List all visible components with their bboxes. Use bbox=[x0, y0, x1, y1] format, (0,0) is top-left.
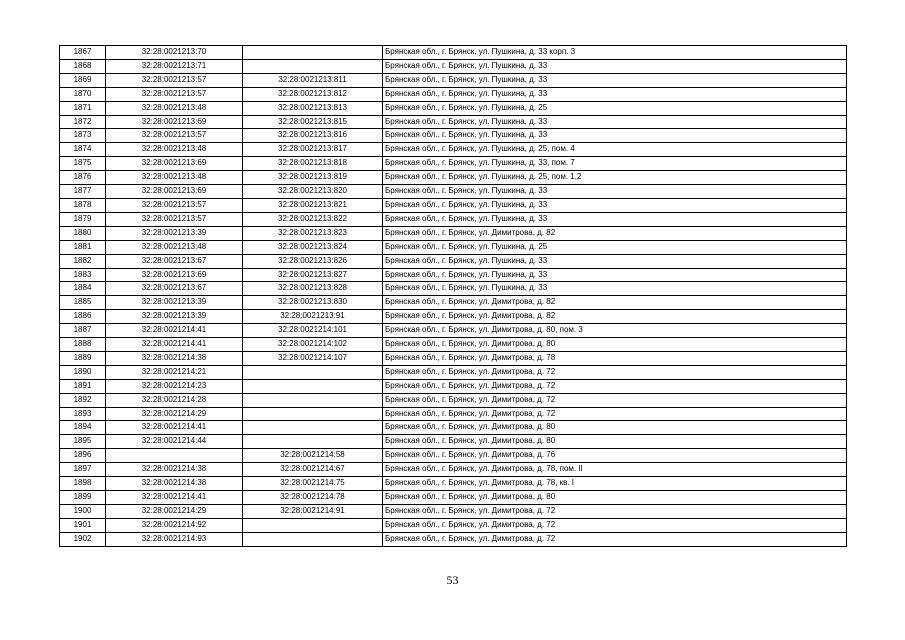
cadastral-number-object-cell: 32:28:0021213:822 bbox=[243, 212, 383, 226]
address-cell: Брянская обл., г. Брянск, ул. Пушкина, д. 33 bbox=[383, 268, 847, 282]
cadastral-number-object-cell: 32:28:0021214:58 bbox=[243, 449, 383, 463]
cadastral-number-land-cell bbox=[106, 449, 243, 463]
row-number-cell: 1871 bbox=[60, 101, 106, 115]
cadastral-number-land-cell: 32:28:0021213:57 bbox=[106, 87, 243, 101]
table-row bbox=[60, 324, 847, 338]
address-cell: Брянская обл., г. Брянск, ул. Димитрова, д. 72 bbox=[383, 504, 847, 518]
row-number-cell: 1878 bbox=[60, 198, 106, 212]
row-number-cell: 1891 bbox=[60, 379, 106, 393]
cadastral-number-object-cell bbox=[243, 435, 383, 449]
row-number-cell: 1892 bbox=[60, 393, 106, 407]
row-number-cell: 1869 bbox=[60, 73, 106, 87]
cadastral-number-land-cell: 32:28:0021213:39 bbox=[106, 310, 243, 324]
cadastral-number-land-cell: 32:28:0021213:57 bbox=[106, 198, 243, 212]
address-cell: Брянская обл., г. Брянск, ул. Димитрова, д. 82 bbox=[383, 296, 847, 310]
page-number: 53 bbox=[446, 573, 459, 587]
row-number-cell: 1875 bbox=[60, 157, 106, 171]
address-cell: Брянская обл., г. Брянск, ул. Димитрова, д. 80 bbox=[383, 421, 847, 435]
address-cell: Брянская обл., г. Брянск, ул. Димитрова, д. 72 bbox=[383, 532, 847, 546]
cadastral-number-land-cell: 32:28:0021213:39 bbox=[106, 296, 243, 310]
row-number-cell: 1889 bbox=[60, 351, 106, 365]
row-number-cell: 1896 bbox=[60, 449, 106, 463]
address-cell: Брянская обл., г. Брянск, ул. Пушкина, д. 33 bbox=[383, 87, 847, 101]
address-cell: Брянская обл., г. Брянск, ул. Пушкина, д. 33, пом. 7 bbox=[383, 157, 847, 171]
row-number-cell: 1884 bbox=[60, 282, 106, 296]
address-cell: Брянская обл., г. Брянск, ул. Пушкина, д. 33 корп. 3 bbox=[383, 46, 847, 60]
address-cell: Брянская обл., г. Брянск, ул. Пушкина, д. 33 bbox=[383, 212, 847, 226]
table-row bbox=[60, 518, 847, 532]
row-number-cell: 1867 bbox=[60, 46, 106, 60]
address-cell: Брянская обл., г. Брянск, ул. Пушкина, д. 33 bbox=[383, 59, 847, 73]
cadastral-number-land-cell: 32:28:0021213:48 bbox=[106, 171, 243, 185]
cadastral-number-object-cell: 32:28:0021214:67 bbox=[243, 463, 383, 477]
cadastral-number-land-cell: 32:28:0021213:67 bbox=[106, 282, 243, 296]
address-cell: Брянская обл., г. Брянск, ул. Димитрова, д. 72 bbox=[383, 393, 847, 407]
table-row bbox=[60, 115, 847, 129]
cadastral-number-object-cell bbox=[243, 532, 383, 546]
address-cell: Брянская обл., г. Брянск, ул. Пушкина, д. 33 bbox=[383, 129, 847, 143]
table-row bbox=[60, 46, 847, 60]
row-number-cell: 1881 bbox=[60, 240, 106, 254]
cadastral-number-object-cell: 32:28:0021213:811 bbox=[243, 73, 383, 87]
row-number-cell: 1902 bbox=[60, 532, 106, 546]
cadastral-number-object-cell bbox=[243, 379, 383, 393]
row-number-cell: 1873 bbox=[60, 129, 106, 143]
row-number-cell: 1876 bbox=[60, 171, 106, 185]
address-cell: Брянская обл., г. Брянск, ул. Димитрова, д. 78 bbox=[383, 351, 847, 365]
address-cell: Брянская обл., г. Брянск, ул. Димитрова, д. 72 bbox=[383, 407, 847, 421]
row-number-cell: 1874 bbox=[60, 143, 106, 157]
cadastral-number-land-cell: 32:28:0021213:70 bbox=[106, 46, 243, 60]
row-number-cell: 1888 bbox=[60, 338, 106, 352]
cadastral-number-object-cell: 32:28:0021213:828 bbox=[243, 282, 383, 296]
cadastral-number-object-cell: 32:28:0021213:817 bbox=[243, 143, 383, 157]
cadastral-number-land-cell: 32:28:0021214:41 bbox=[106, 421, 243, 435]
cadastral-number-land-cell: 32:28:0021214:44 bbox=[106, 435, 243, 449]
row-number-cell: 1883 bbox=[60, 268, 106, 282]
address-cell: Брянская обл., г. Брянск, ул. Пушкина, д. 33 bbox=[383, 185, 847, 199]
address-cell: Брянская обл., г. Брянск, ул. Димитрова, д. 80 bbox=[383, 435, 847, 449]
row-number-cell: 1872 bbox=[60, 115, 106, 129]
cadastral-number-land-cell: 32:28:0021214:28 bbox=[106, 393, 243, 407]
row-number-cell: 1868 bbox=[60, 59, 106, 73]
table-row bbox=[60, 407, 847, 421]
cadastral-number-object-cell: 32:28:0021214:101 bbox=[243, 324, 383, 338]
address-cell: Брянская обл., г. Брянск, ул. Димитрова, д. 80 bbox=[383, 491, 847, 505]
cadastral-number-land-cell: 32:28:0021213:71 bbox=[106, 59, 243, 73]
address-cell: Брянская обл., г. Брянск, ул. Димитрова, д. 82 bbox=[383, 310, 847, 324]
table-row bbox=[60, 532, 847, 546]
cadastral-number-land-cell: 32:28:0021213:69 bbox=[106, 268, 243, 282]
cadastral-number-object-cell: 32:28:0021213:823 bbox=[243, 226, 383, 240]
address-cell: Брянская обл., г. Брянск, ул. Димитрова, д. 78, кв. I bbox=[383, 477, 847, 491]
table-row bbox=[60, 421, 847, 435]
cadastral-number-land-cell: 32:28:0021213:57 bbox=[106, 73, 243, 87]
cadastral-number-land-cell: 32:28:0021213:69 bbox=[106, 185, 243, 199]
table-row bbox=[60, 254, 847, 268]
address-cell: Брянская обл., г. Брянск, ул. Димитрова, д. 78, пом. II bbox=[383, 463, 847, 477]
cadastral-number-object-cell bbox=[243, 421, 383, 435]
table-row bbox=[60, 87, 847, 101]
cadastral-number-land-cell: 32:28:0021214:38 bbox=[106, 351, 243, 365]
row-number-cell: 1887 bbox=[60, 324, 106, 338]
cadastral-number-land-cell: 32:28:0021213:57 bbox=[106, 129, 243, 143]
cadastral-number-land-cell: 32:28:0021214:41 bbox=[106, 491, 243, 505]
address-cell: Брянская обл., г. Брянск, ул. Пушкина, д. 33 bbox=[383, 198, 847, 212]
table-row bbox=[60, 171, 847, 185]
table-row bbox=[60, 379, 847, 393]
table-row bbox=[60, 240, 847, 254]
cadastral-number-land-cell: 32:28:0021214:21 bbox=[106, 365, 243, 379]
cadastral-number-object-cell bbox=[243, 393, 383, 407]
table-row bbox=[60, 59, 847, 73]
cadastral-number-object-cell bbox=[243, 46, 383, 60]
row-number-cell: 1879 bbox=[60, 212, 106, 226]
cadastral-number-land-cell: 32:28:0021214:38 bbox=[106, 477, 243, 491]
cadastral-number-land-cell: 32:28:0021214:93 bbox=[106, 532, 243, 546]
cadastral-number-object-cell bbox=[243, 407, 383, 421]
row-number-cell: 1894 bbox=[60, 421, 106, 435]
table-row bbox=[60, 282, 847, 296]
cadastral-number-land-cell: 32:28:0021213:48 bbox=[106, 101, 243, 115]
address-cell: Брянская обл., г. Брянск, ул. Пушкина, д. 33 bbox=[383, 115, 847, 129]
table-row bbox=[60, 310, 847, 324]
cadastral-number-land-cell: 32:28:0021213:48 bbox=[106, 143, 243, 157]
address-cell: Брянская обл., г. Брянск, ул. Димитрова, д. 72 bbox=[383, 365, 847, 379]
address-cell: Брянская обл., г. Брянск, ул. Димитрова, д. 72 bbox=[383, 379, 847, 393]
row-number-cell: 1882 bbox=[60, 254, 106, 268]
address-cell: Брянская обл., г. Брянск, ул. Димитрова, д. 80 bbox=[383, 338, 847, 352]
cadastral-number-land-cell: 32:28:0021213:57 bbox=[106, 212, 243, 226]
cadastral-number-object-cell: 32:28:0021214:75 bbox=[243, 477, 383, 491]
cadastral-number-object-cell: 32:28:0021214:91 bbox=[243, 504, 383, 518]
address-cell: Брянская обл., г. Брянск, ул. Пушкина, д. 25 bbox=[383, 240, 847, 254]
cadastral-number-land-cell: 32:28:0021213:67 bbox=[106, 254, 243, 268]
cadastral-number-object-cell: 32:28:0021213:91 bbox=[243, 310, 383, 324]
cadastral-number-land-cell: 32:28:0021214:29 bbox=[106, 504, 243, 518]
address-cell: Брянская обл., г. Брянск, ул. Пушкина, д. 33 bbox=[383, 254, 847, 268]
cadastral-number-object-cell: 32:28:0021213:830 bbox=[243, 296, 383, 310]
table-row bbox=[60, 504, 847, 518]
table-row bbox=[60, 338, 847, 352]
row-number-cell: 1870 bbox=[60, 87, 106, 101]
cadastral-number-object-cell: 32:28:0021213:815 bbox=[243, 115, 383, 129]
table-row bbox=[60, 268, 847, 282]
row-number-cell: 1885 bbox=[60, 296, 106, 310]
cadastral-number-land-cell: 32:28:0021213:39 bbox=[106, 226, 243, 240]
cadastral-number-object-cell: 32:28:0021213:820 bbox=[243, 185, 383, 199]
address-cell: Брянская обл., г. Брянск, ул. Димитрова, д. 80, пом. 3 bbox=[383, 324, 847, 338]
cadastral-number-land-cell: 32:28:0021214:23 bbox=[106, 379, 243, 393]
row-number-cell: 1893 bbox=[60, 407, 106, 421]
cadastral-number-land-cell: 32:28:0021214:41 bbox=[106, 324, 243, 338]
address-cell: Брянская обл., г. Брянск, ул. Димитрова, д. 82 bbox=[383, 226, 847, 240]
table-row bbox=[60, 449, 847, 463]
cadastral-number-object-cell: 32:28:0021214:102 bbox=[243, 338, 383, 352]
cadastral-number-object-cell: 32:28:0021213:826 bbox=[243, 254, 383, 268]
table-row bbox=[60, 143, 847, 157]
row-number-cell: 1886 bbox=[60, 310, 106, 324]
row-number-cell: 1900 bbox=[60, 504, 106, 518]
address-cell: Брянская обл., г. Брянск, ул. Пушкина, д. 25, пом. 1,2 bbox=[383, 171, 847, 185]
table-row bbox=[60, 296, 847, 310]
table-row bbox=[60, 491, 847, 505]
address-cell: Брянская обл., г. Брянск, ул. Пушкина, д. 25, пом. 4 bbox=[383, 143, 847, 157]
cadastral-number-object-cell: 32:28:0021213:827 bbox=[243, 268, 383, 282]
address-cell: Брянская обл., г. Брянск, ул. Димитрова, д. 72 bbox=[383, 518, 847, 532]
row-number-cell: 1901 bbox=[60, 518, 106, 532]
table-row bbox=[60, 477, 847, 491]
address-cell: Брянская обл., г. Брянск, ул. Пушкина, д. 33 bbox=[383, 73, 847, 87]
table-row bbox=[60, 101, 847, 115]
cadastral-number-land-cell: 32:28:0021214:29 bbox=[106, 407, 243, 421]
cadastral-number-object-cell: 32:28:0021213:818 bbox=[243, 157, 383, 171]
cadastral-number-land-cell: 32:28:0021213:48 bbox=[106, 240, 243, 254]
cadastral-number-object-cell bbox=[243, 59, 383, 73]
table-row bbox=[60, 198, 847, 212]
address-cell: Брянская обл., г. Брянск, ул. Димитрова, д. 76 bbox=[383, 449, 847, 463]
cadastral-number-land-cell: 32:28:0021214:92 bbox=[106, 518, 243, 532]
table-row bbox=[60, 393, 847, 407]
address-cell: Брянская обл., г. Брянск, ул. Пушкина, д. 33 bbox=[383, 282, 847, 296]
address-cell: Брянская обл., г. Брянск, ул. Пушкина, д. 25 bbox=[383, 101, 847, 115]
table-row bbox=[60, 157, 847, 171]
cadastral-number-object-cell bbox=[243, 365, 383, 379]
cadastral-number-object-cell: 32:28:0021213:813 bbox=[243, 101, 383, 115]
cadastral-number-object-cell: 32:28:0021213:816 bbox=[243, 129, 383, 143]
row-number-cell: 1895 bbox=[60, 435, 106, 449]
cadastral-number-land-cell: 32:28:0021214:41 bbox=[106, 338, 243, 352]
cadastral-number-land-cell: 32:28:0021214:38 bbox=[106, 463, 243, 477]
table-row bbox=[60, 463, 847, 477]
table-row bbox=[60, 435, 847, 449]
cadastral-number-object-cell: 32:28:0021213:819 bbox=[243, 171, 383, 185]
cadastral-number-object-cell: 32:28:0021214:78 bbox=[243, 491, 383, 505]
cadastral-number-object-cell: 32:28:0021213:821 bbox=[243, 198, 383, 212]
row-number-cell: 1877 bbox=[60, 185, 106, 199]
row-number-cell: 1880 bbox=[60, 226, 106, 240]
registry-table bbox=[59, 45, 847, 547]
cadastral-number-land-cell: 32:28:0021213:69 bbox=[106, 157, 243, 171]
table-row bbox=[60, 226, 847, 240]
cadastral-number-object-cell: 32:28:0021213:812 bbox=[243, 87, 383, 101]
table-row bbox=[60, 129, 847, 143]
table-row bbox=[60, 351, 847, 365]
registry-table-body bbox=[60, 46, 847, 547]
row-number-cell: 1899 bbox=[60, 491, 106, 505]
cadastral-number-object-cell: 32:28:0021214:107 bbox=[243, 351, 383, 365]
cadastral-number-object-cell: 32:28:0021213:824 bbox=[243, 240, 383, 254]
cadastral-number-object-cell bbox=[243, 518, 383, 532]
table-row bbox=[60, 212, 847, 226]
row-number-cell: 1897 bbox=[60, 463, 106, 477]
table-row bbox=[60, 365, 847, 379]
table-row bbox=[60, 73, 847, 87]
row-number-cell: 1890 bbox=[60, 365, 106, 379]
row-number-cell: 1898 bbox=[60, 477, 106, 491]
cadastral-number-land-cell: 32:28:0021213:69 bbox=[106, 115, 243, 129]
table-row bbox=[60, 185, 847, 199]
